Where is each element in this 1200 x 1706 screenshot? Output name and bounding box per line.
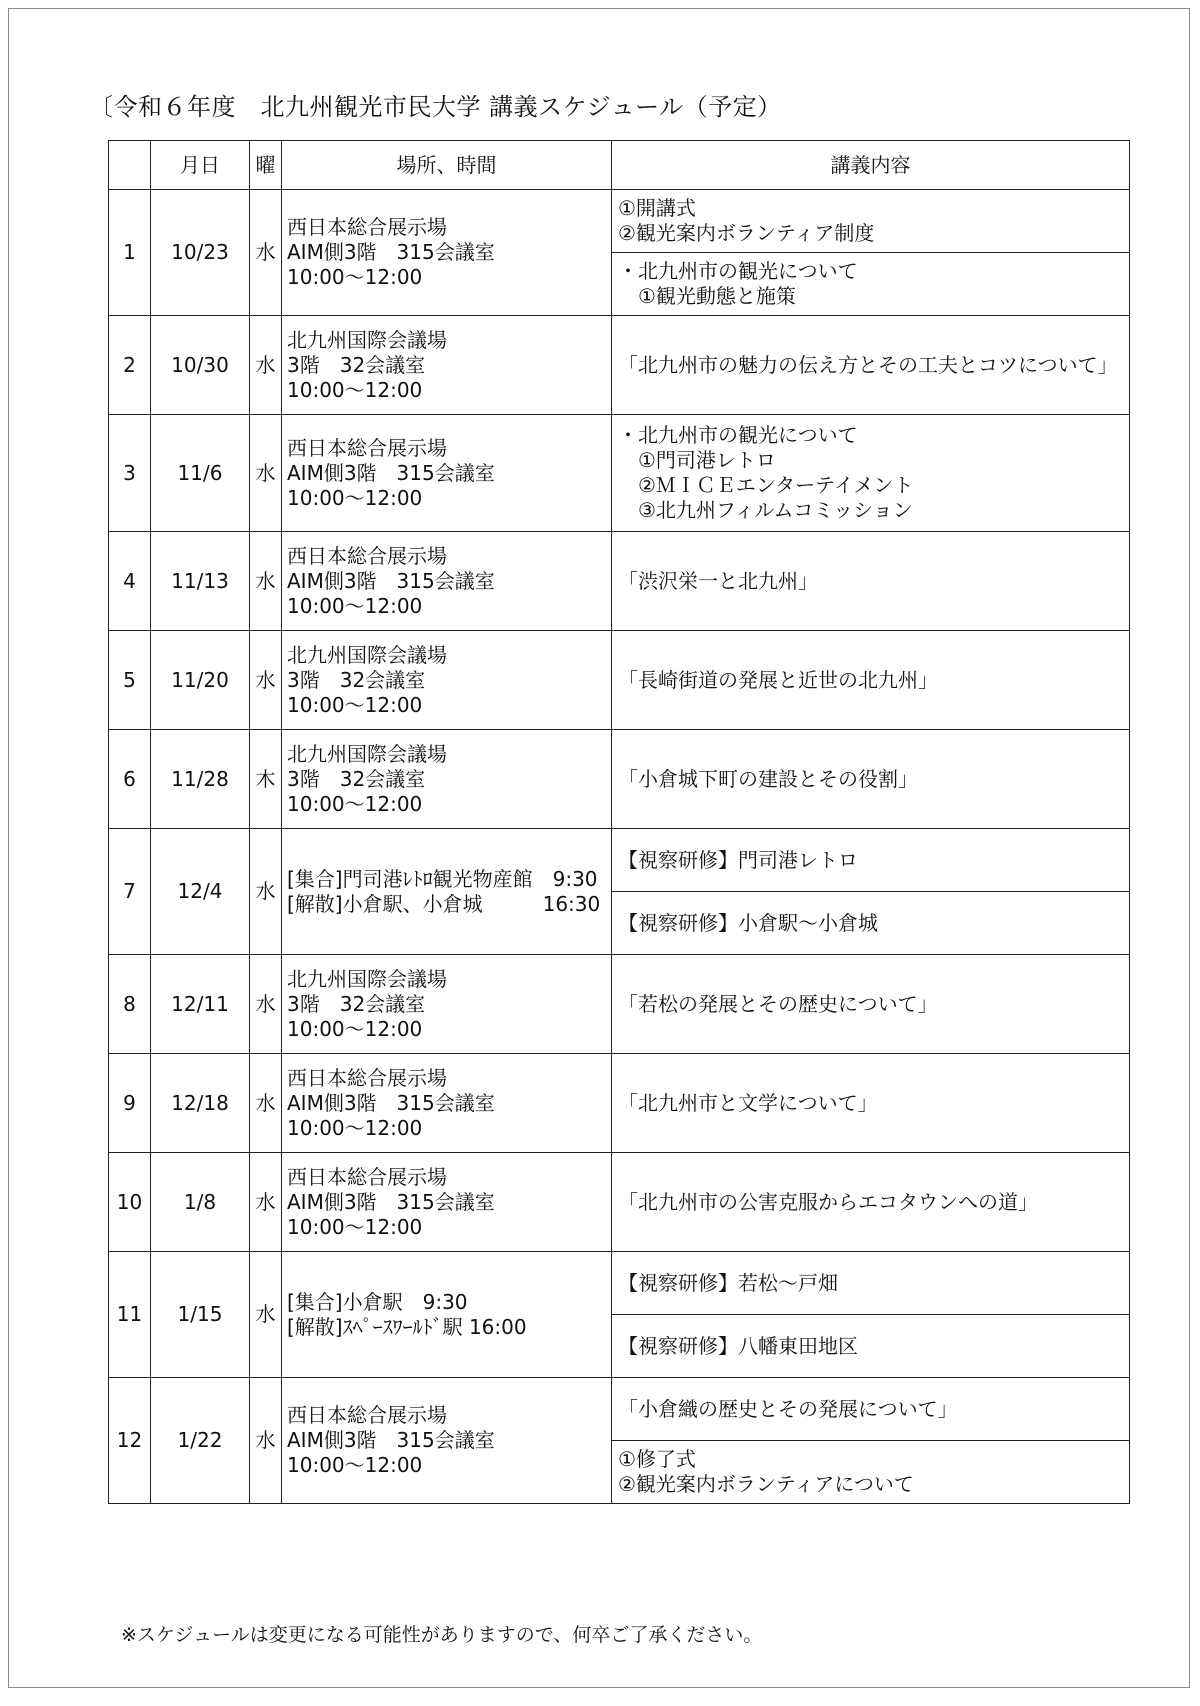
lecture-content: ・北九州市の観光について ①観光動態と施策 [612, 253, 1130, 316]
lecture-place-time: 北九州国際会議場 3階 32会議室 10:00～12:00 [282, 316, 612, 415]
table-row [109, 1054, 1130, 1153]
table-row [109, 415, 1130, 532]
lecture-content: 「北九州市と文学について」 [612, 1054, 1130, 1153]
document-title: 〔令和６年度 北九州観光市民大学 講義スケジュール（予定） [89, 93, 782, 121]
table-row [109, 190, 1130, 253]
lecture-number: 5 [109, 631, 151, 730]
lecture-number: 9 [109, 1054, 151, 1153]
lecture-content: ・北九州市の観光について ①門司港レトロ ②ＭＩＣＥエンターテイメント ③北九州フィルムコミッション [612, 415, 1130, 532]
table-row [109, 1252, 1130, 1315]
header-place-time: 場所、時間 [282, 141, 612, 190]
lecture-weekday: 水 [250, 1153, 282, 1252]
lecture-date: 1/22 [151, 1378, 250, 1504]
lecture-date: 10/23 [151, 190, 250, 316]
lecture-content: 「小倉城下町の建設とその役割」 [612, 730, 1130, 829]
lecture-date: 11/20 [151, 631, 250, 730]
lecture-place-time: [集合]小倉駅 9:30 [解散]ｽﾍﾟｰｽﾜｰﾙﾄﾞ駅 16:00 [282, 1252, 612, 1378]
header-number [109, 141, 151, 190]
lecture-number: 8 [109, 955, 151, 1054]
table-row [109, 829, 1130, 892]
lecture-content: 【視察研修】門司港レトロ [612, 829, 1130, 892]
lecture-content: 「渋沢栄一と北九州」 [612, 532, 1130, 631]
lecture-date: 1/8 [151, 1153, 250, 1252]
lecture-content: 【視察研修】小倉駅～小倉城 [612, 892, 1130, 955]
lecture-schedule-table [108, 140, 1130, 1504]
lecture-content: 「北九州市の魅力の伝え方とその工夫とコツについて」 [612, 316, 1130, 415]
lecture-date: 10/30 [151, 316, 250, 415]
table-row [109, 1153, 1130, 1252]
lecture-number: 7 [109, 829, 151, 955]
lecture-place-time: 西日本総合展示場 AIM側3階 315会議室 10:00～12:00 [282, 1378, 612, 1504]
lecture-weekday: 水 [250, 1252, 282, 1378]
lecture-weekday: 水 [250, 532, 282, 631]
lecture-number: 6 [109, 730, 151, 829]
table-row [109, 955, 1130, 1054]
table-row [109, 532, 1130, 631]
lecture-date: 11/6 [151, 415, 250, 532]
lecture-number: 1 [109, 190, 151, 316]
schedule-page [8, 8, 1190, 1688]
lecture-place-time: 北九州国際会議場 3階 32会議室 10:00～12:00 [282, 631, 612, 730]
lecture-number: 3 [109, 415, 151, 532]
lecture-weekday: 水 [250, 1378, 282, 1504]
lecture-number: 12 [109, 1378, 151, 1504]
lecture-place-time: 西日本総合展示場 AIM側3階 315会議室 10:00～12:00 [282, 1153, 612, 1252]
lecture-number: 2 [109, 316, 151, 415]
lecture-place-time: 西日本総合展示場 AIM側3階 315会議室 10:00～12:00 [282, 190, 612, 316]
lecture-weekday: 水 [250, 631, 282, 730]
table-row [109, 631, 1130, 730]
lecture-weekday: 水 [250, 190, 282, 316]
schedule-body [109, 190, 1130, 1504]
lecture-content: ①修了式 ②観光案内ボランティアについて [612, 1441, 1130, 1504]
lecture-content: 「小倉織の歴史とその発展について」 [612, 1378, 1130, 1441]
lecture-weekday: 水 [250, 1054, 282, 1153]
lecture-date: 12/18 [151, 1054, 250, 1153]
lecture-weekday: 水 [250, 316, 282, 415]
table-row [109, 730, 1130, 829]
table-row [109, 316, 1130, 415]
lecture-place-time: [集合]門司港ﾚﾄﾛ観光物産館 9:30 [解散]小倉駅、小倉城 16:30 [282, 829, 612, 955]
lecture-content: 「長崎街道の発展と近世の北九州」 [612, 631, 1130, 730]
lecture-number: 4 [109, 532, 151, 631]
lecture-weekday: 水 [250, 829, 282, 955]
lecture-content: 「若松の発展とその歴史について」 [612, 955, 1130, 1054]
lecture-place-time: 北九州国際会議場 3階 32会議室 10:00～12:00 [282, 730, 612, 829]
lecture-weekday: 木 [250, 730, 282, 829]
lecture-content: ①開講式 ②観光案内ボランティア制度 [612, 190, 1130, 253]
header-date: 月日 [151, 141, 250, 190]
footnote: ※スケジュールは変更になる可能性がありますので、何卒ご了承ください。 [121, 1624, 763, 1646]
table-row [109, 1378, 1130, 1441]
lecture-number: 11 [109, 1252, 151, 1378]
lecture-place-time: 西日本総合展示場 AIM側3階 315会議室 10:00～12:00 [282, 1054, 612, 1153]
lecture-content: 【視察研修】八幡東田地区 [612, 1315, 1130, 1378]
lecture-date: 11/28 [151, 730, 250, 829]
table-header-row [109, 141, 1130, 190]
lecture-number: 10 [109, 1153, 151, 1252]
lecture-place-time: 北九州国際会議場 3階 32会議室 10:00～12:00 [282, 955, 612, 1054]
header-lecture-content: 講義内容 [612, 141, 1130, 190]
lecture-place-time: 西日本総合展示場 AIM側3階 315会議室 10:00～12:00 [282, 532, 612, 631]
lecture-content: 「北九州市の公害克服からエコタウンへの道」 [612, 1153, 1130, 1252]
header-weekday: 曜 [250, 141, 282, 190]
lecture-weekday: 水 [250, 415, 282, 532]
lecture-place-time: 西日本総合展示場 AIM側3階 315会議室 10:00～12:00 [282, 415, 612, 532]
lecture-date: 11/13 [151, 532, 250, 631]
lecture-date: 1/15 [151, 1252, 250, 1378]
lecture-content: 【視察研修】若松～戸畑 [612, 1252, 1130, 1315]
lecture-date: 12/4 [151, 829, 250, 955]
lecture-weekday: 水 [250, 955, 282, 1054]
lecture-date: 12/11 [151, 955, 250, 1054]
